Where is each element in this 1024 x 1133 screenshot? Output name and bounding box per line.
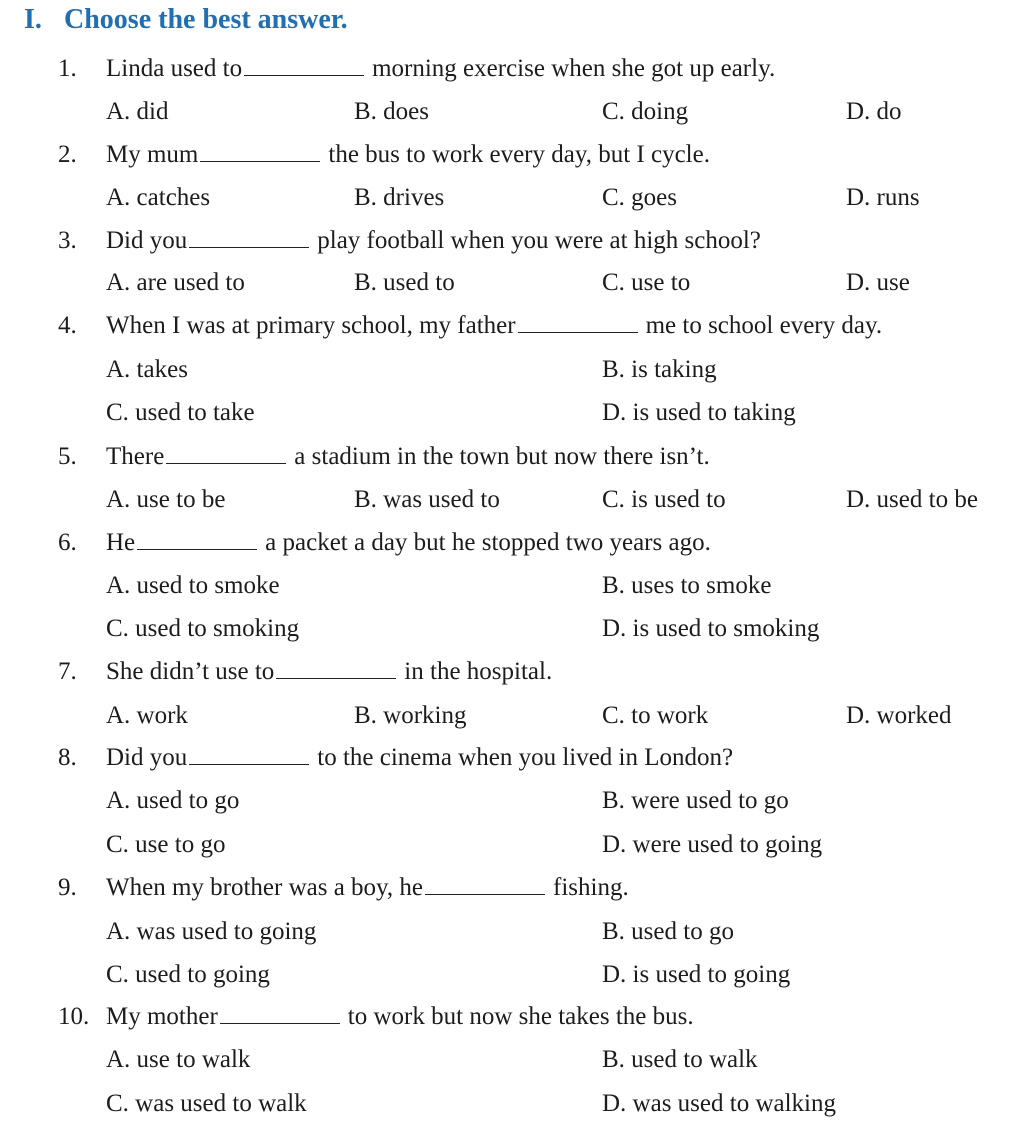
- question-7: [58, 657, 552, 687]
- option-9c[interactable]: C. used to going: [106, 961, 270, 988]
- question-10: [58, 1002, 694, 1032]
- option-1a[interactable]: A. did: [106, 98, 169, 125]
- question-number: 5.: [58, 443, 77, 470]
- question-text-after: me to school every day.: [645, 312, 883, 339]
- question-text-after: the bus to work every day, but I cycle.: [328, 141, 710, 168]
- question-number: 9.: [58, 874, 77, 901]
- option-6c[interactable]: C. used to smoking: [106, 615, 300, 642]
- answer-blank: [137, 548, 257, 550]
- option-10c[interactable]: C. was used to walk: [106, 1090, 307, 1117]
- option-8a[interactable]: A. used to go: [106, 787, 240, 814]
- option-7c[interactable]: C. to work: [602, 702, 709, 729]
- option-5c[interactable]: C. is used to: [602, 486, 726, 513]
- option-8d[interactable]: D. were used to going: [602, 831, 823, 858]
- question-8: [58, 743, 733, 773]
- question-number: 1.: [58, 55, 77, 82]
- question-2: [58, 140, 710, 170]
- option-1c[interactable]: C. doing: [602, 98, 689, 125]
- question-text-before: Linda used to: [106, 55, 243, 82]
- question-text-after: to work but now she takes the bus.: [347, 1003, 694, 1030]
- option-2d[interactable]: D. runs: [846, 184, 920, 211]
- question-text-before: My mum: [106, 141, 199, 168]
- question-text-before: My mother: [106, 1003, 218, 1030]
- option-3d[interactable]: D. use: [846, 269, 910, 296]
- question-3: [58, 226, 761, 256]
- answer-blank: [518, 331, 638, 333]
- option-2c[interactable]: C. goes: [602, 184, 677, 211]
- question-5: [58, 442, 710, 472]
- answer-blank: [244, 74, 364, 76]
- question-number: 7.: [58, 658, 77, 685]
- question-text-before: Did you: [106, 744, 188, 771]
- option-9d[interactable]: D. is used to going: [602, 961, 791, 988]
- exercise-heading: [24, 4, 348, 36]
- answer-blank: [276, 677, 396, 679]
- answer-blank: [425, 893, 545, 895]
- question-number: 8.: [58, 744, 77, 771]
- question-text-after: fishing.: [553, 874, 629, 901]
- question-number: 10.: [58, 1003, 90, 1030]
- answer-blank: [189, 763, 309, 765]
- question-9: [58, 873, 629, 903]
- option-10d[interactable]: D. was used to walking: [602, 1090, 836, 1117]
- option-6d[interactable]: D. is used to smoking: [602, 615, 820, 642]
- option-10b[interactable]: B. used to walk: [602, 1046, 758, 1073]
- section-number: I.: [24, 4, 42, 35]
- question-text-after: in the hospital.: [404, 658, 553, 685]
- option-10a[interactable]: A. use to walk: [106, 1046, 251, 1073]
- question-text-before: He: [106, 529, 136, 556]
- option-7a[interactable]: A. work: [106, 702, 188, 729]
- question-text-after: a packet a day but he stopped two years ago.: [265, 529, 711, 556]
- option-8b[interactable]: B. were used to go: [602, 787, 789, 814]
- answer-blank: [166, 462, 286, 464]
- question-number: 2.: [58, 141, 77, 168]
- option-9b[interactable]: B. used to go: [602, 918, 734, 945]
- option-5d[interactable]: D. used to be: [846, 486, 978, 513]
- question-text-after: to the cinema when you lived in London?: [317, 744, 734, 771]
- question-text-after: a stadium in the town but now there isn’t.: [294, 443, 710, 470]
- question-text-before: When I was at primary school, my father: [106, 312, 516, 339]
- option-2a[interactable]: A. catches: [106, 184, 211, 211]
- question-number: 4.: [58, 312, 77, 339]
- answer-blank: [220, 1022, 340, 1024]
- option-3c[interactable]: C. use to: [602, 269, 691, 296]
- question-number: 3.: [58, 227, 77, 254]
- option-4d[interactable]: D. is used to taking: [602, 399, 796, 426]
- question-text-before: There: [106, 443, 165, 470]
- question-text-after: play football when you were at high school?: [317, 227, 761, 254]
- answer-blank: [189, 246, 309, 248]
- option-4b[interactable]: B. is taking: [602, 356, 717, 383]
- option-4c[interactable]: C. used to take: [106, 399, 255, 426]
- option-6a[interactable]: A. used to smoke: [106, 572, 280, 599]
- option-5b[interactable]: B. was used to: [354, 486, 500, 513]
- option-6b[interactable]: B. uses to smoke: [602, 572, 772, 599]
- section-title: Choose the best answer.: [64, 4, 348, 35]
- option-7b[interactable]: B. working: [354, 702, 467, 729]
- question-4: [58, 311, 882, 341]
- question-1: [58, 54, 775, 84]
- option-9a[interactable]: A. was used to going: [106, 918, 317, 945]
- question-text-after: morning exercise when she got up early.: [372, 55, 776, 82]
- option-1b[interactable]: B. does: [354, 98, 429, 125]
- option-4a[interactable]: A. takes: [106, 356, 188, 383]
- option-7d[interactable]: D. worked: [846, 702, 952, 729]
- question-6: [58, 528, 711, 558]
- question-text-before: Did you: [106, 227, 188, 254]
- option-8c[interactable]: C. use to go: [106, 831, 226, 858]
- question-text-before: She didn’t use to: [106, 658, 275, 685]
- option-1d[interactable]: D. do: [846, 98, 902, 125]
- option-5a[interactable]: A. use to be: [106, 486, 226, 513]
- option-2b[interactable]: B. drives: [354, 184, 445, 211]
- option-3b[interactable]: B. used to: [354, 269, 455, 296]
- question-number: 6.: [58, 529, 77, 556]
- answer-blank: [200, 160, 320, 162]
- question-text-before: When my brother was a boy, he: [106, 874, 424, 901]
- option-3a[interactable]: A. are used to: [106, 269, 245, 296]
